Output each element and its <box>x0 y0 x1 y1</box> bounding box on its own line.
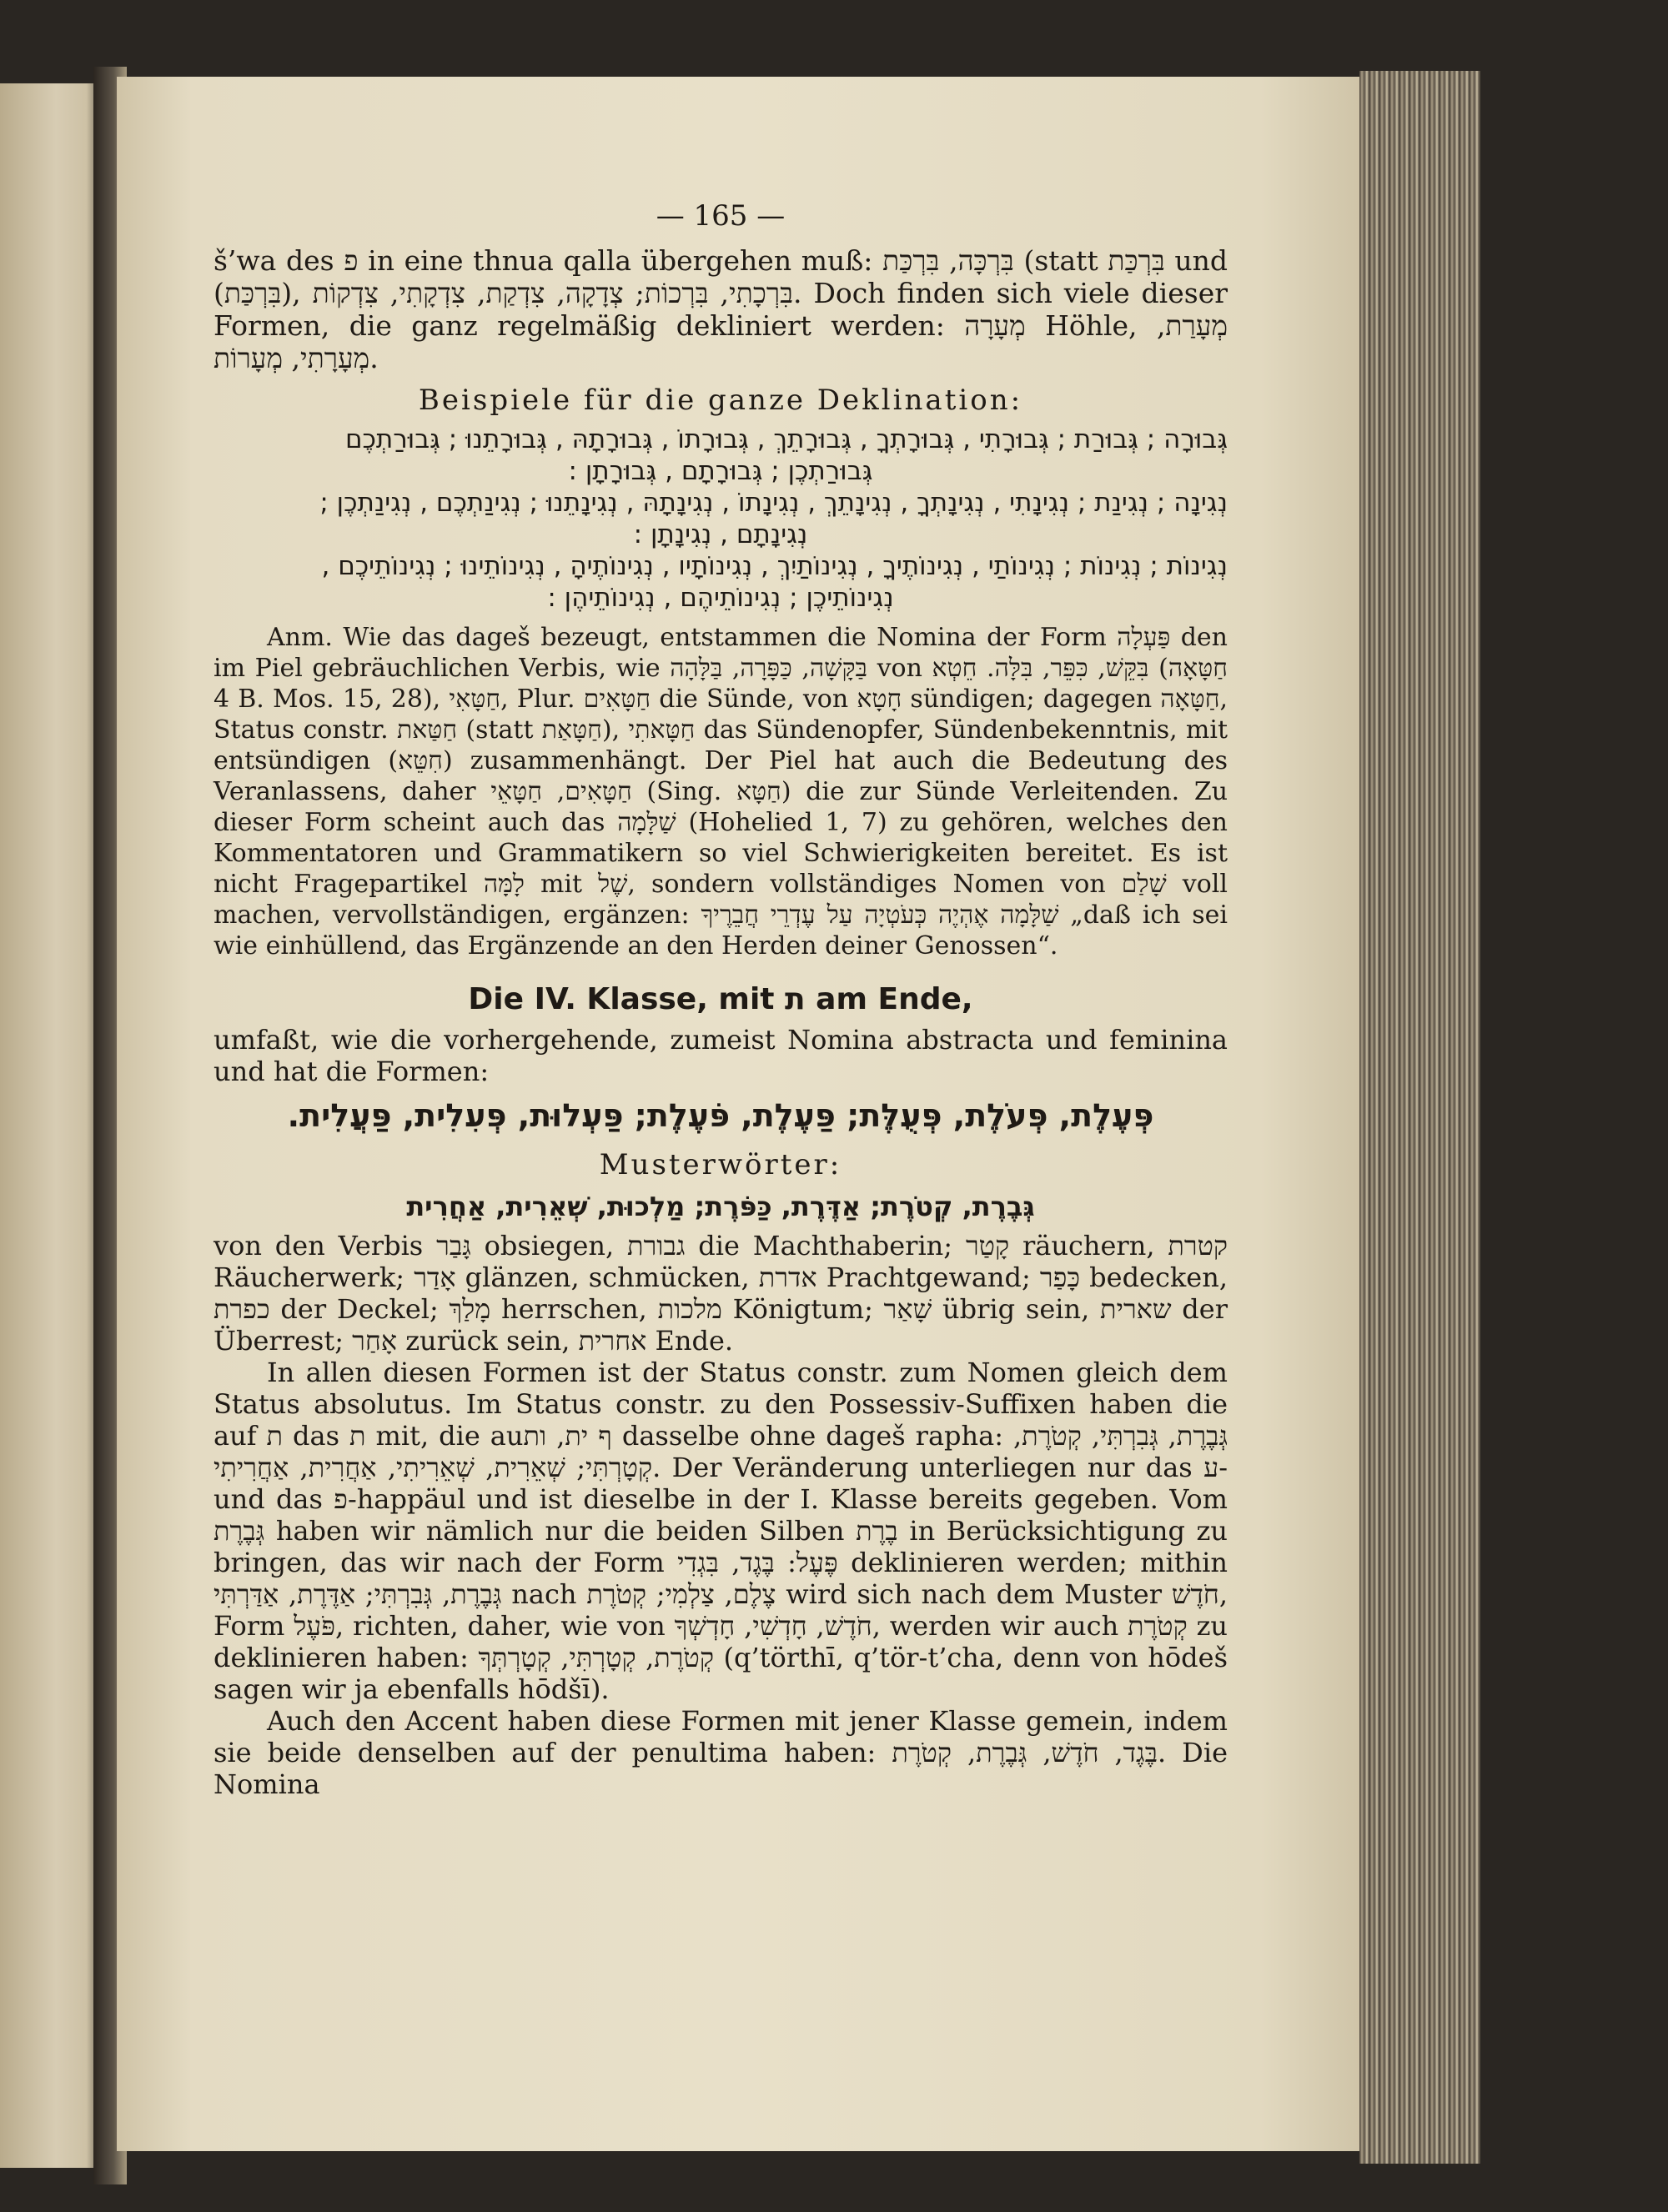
declension-line-5: נְגִינוֹת ; נְגִינוֹת ; נְגִינוֹתַי , נְגִינוֹתֶיךָ , נְגִינוֹתַיִךְ , נְגִינוֹתָיו , נְגִינוֹתֶיהָ , נְגִינוֹתֵינוּ ; נְגִינוֹתֵיכֶם , <box>321 551 1228 581</box>
declension-line-6: נְגִינוֹתֵיכֶן ; נְגִינוֹתֵיהֶם , נְגִינוֹתֵיהֶן : <box>547 583 894 613</box>
beispiele-heading: Beispiele für die ganze Deklination: <box>418 384 1023 417</box>
last-paragraph: Auch den Accent haben diese Formen mit jener Klasse gemein, indem sie beide denselben auf der penultima haben: בֶּגֶד, חֹדֶשׁ, גְּבֶרֶת, קְטֹרֶת. Die Nomina <box>214 1705 1228 1800</box>
anmerkung-paragraph: Anm. Wie das dageš bezeugt, entstammen die Nomina der Form פַּעְלָה den im Piel gebräuchlichen Verbis, wie בַּקָּשָׁה, כַּפָּרָה, בַּלָּהָה von בִּקֵּשׁ, כִּפֵּר, בִּלָּה. חֵטְא (חַטָּאָה 4 B. Mos. 15, 28), חַטָּאִי, Plur. חַטָּאִים die Sünde, von חָטָא sündigen; dagegen חַטָּאָה, Status constr. חַטַּאת (statt חַטָּאַת), חַטָּאתִי das Sündenopfer, Sündenbekenntnis, mit entsündigen (חִטֵּא) zusammenhängt. Der Piel hat auch die Bedeutung des Veranlassens, daher חַטָּאִים, חַטָּאֵי (Sing. חַטָּא) die zur Sünde Verleitenden. Zu dieser Form scheint auch das שַׁלָּמָה (Hohelied 1, 7) zu gehören, welches den Kommentatoren und Grammatikern so viel Schwierigkeiten bereitet. Es ist nicht Fragepartikel לָמָּה mit שֶׁל, sondern vollständiges Nomen von שָׁלַם voll machen, vervollständigen, ergänzen: שַׁלָּמָה אֶהְיֶה כְּעֹטְיָה עַל עֶדְרֵי חֲבֵרֶיךָ „daß ich sei wie einhüllend, das Ergänzende an den Herden deiner Genossen“. <box>214 623 1228 961</box>
declension-line-3: נְגִינָה ; נְגִינַת ; נְגִינָתִי , נְגִינָתְךָ , נְגִינָתֵךְ , נְגִינָתוֹ , נְגִינָתָהּ , נְגִינָתֵנוּ ; נְגִינַתְכֶם , נְגִינַתְכֶן ; <box>319 488 1228 518</box>
verbis-paragraph: von den Verbis גָּבַר obsiegen, גבורת die Machthaberin; קָטַר räuchern, קטרת Räucherwerk; אָדַר glänzen, schmücken, אדרת Prachtgewand; כָּפַר bedecken, כפרת der Deckel; מָלַךְ herrschen, מלכות Königtum; שָׁאַר übrig sein, שארית der Überrest; אָחַר zurück sein, אחרית Ende. <box>214 1230 1228 1357</box>
musterwoerter-line: גְּבֶרֶת, קְטֹרֶת; אַדֶּרֶת, כַּפֹּרֶת; מַלְכוּת, שְׁאֵרִית, אַחֲרִית <box>406 1191 1035 1222</box>
intro-paragraph: š’wa des פ in eine thnua qalla übergehen muß: בִּרְכָּה, בִּרְכַּת (statt בִּרְכַּת und (בִּרְכַּת), בִּרְכָתִי, בִּרְכוֹת; צְדָקָה, צִדְקַת, צִדְקָתִי, צִדְקוֹת. Doch finden sich viele dieser Formen, die ganz regelmäßig dekliniert werden: מְעָרָה Höhle, מְעָרַת, מְעָרָתִי, מְעָרוֹת. <box>214 244 1228 374</box>
main-paragraph: In allen diesen Formen ist der Status constr. zum Nomen gleich dem Status absolutus. Im Status constr. zu den Possessiv-Suffixen haben die auf ת das ת mit, die auף ית, ות dasselbe ohne dageš rapha: גְּבֶרֶת, גְּבִרְתִּי, קְטֹרֶת, קְטָרְתִּי; שְׁאֵרִית, שְׁאֵרִיתִי, אַחֲרִית, אַחֲרִיתִי. Der Veränderung unterliegen nur das ע- und das פ-happäul und ist dieselbe in der I. Klasse bereits gegeben. Vom גְּבֶרֶת haben wir nämlich nur die beiden Silben בֶרֶת in Berücksichtigung zu bringen, das wir nach der Form פֶּעֶל: בֶּגֶד, בִּגְדִי deklinieren werden; mithin גְּבֶרֶת, גְּבִרְתִּי; אַדֶּרֶת, אַדַּרְתִּי nach צֶלֶם, צַלְמִי; קְטֹרֶת wird sich nach dem Muster חֹדֶשׁ, Form פֹּעֶל, richten, daher, wie von חֹדֶשׁ, חָדְשִׁי, חָדְשְׁךָ, werden wir auch קְטֹרֶת zu deklinieren haben: קְטֹרֶת, קְטָרְתִּי, קְטָרְתְּךָ (q’törthī, q’tör-t’cha, denn von hōdeš sagen wir ja ebenfalls hōdšī). <box>214 1357 1228 1705</box>
page-text <box>214 200 1228 1800</box>
declension-line-2: גְּבוּרַתְכֶן ; גְּבוּרָתָם , גְּבוּרָתָן : <box>568 456 873 486</box>
declension-line-1: גְּבוּרָה ; גְּבוּרַת ; גְּבוּרָתִי , גְּבוּרָתְךָ , גְּבוּרָתֵךְ , גְּבוּרָתוֹ , גְּבוּרָתָהּ , גְּבוּרָתֵנוּ ; גְּבוּרַתְכֶם <box>344 424 1228 454</box>
left-page-edge <box>0 83 102 2168</box>
musterwoerter-heading: Musterwörter: <box>599 1148 842 1181</box>
forms-line: פְּעֶלֶת, פְּעֹלֶת, פְּעֻלֶּת; פַּעֶלֶת, פֹּעֶלֶת; פַּעְלוּת, פְּעִלִית, פַּעֲלִית. <box>287 1097 1154 1134</box>
page-number: — 165 — <box>656 199 786 233</box>
page-stack-edge <box>1359 71 1480 2164</box>
declension-line-4: נְגִינָתָם , נְגִינָתָן : <box>633 519 808 549</box>
klasse-intro: umfaßt, wie die vorhergehende, zumeist Nomina abstracta und feminina und hat die Formen: <box>214 1024 1228 1087</box>
section-heading-klasse-iv: Die IV. Klasse, mit ת am Ende, <box>468 982 973 1016</box>
